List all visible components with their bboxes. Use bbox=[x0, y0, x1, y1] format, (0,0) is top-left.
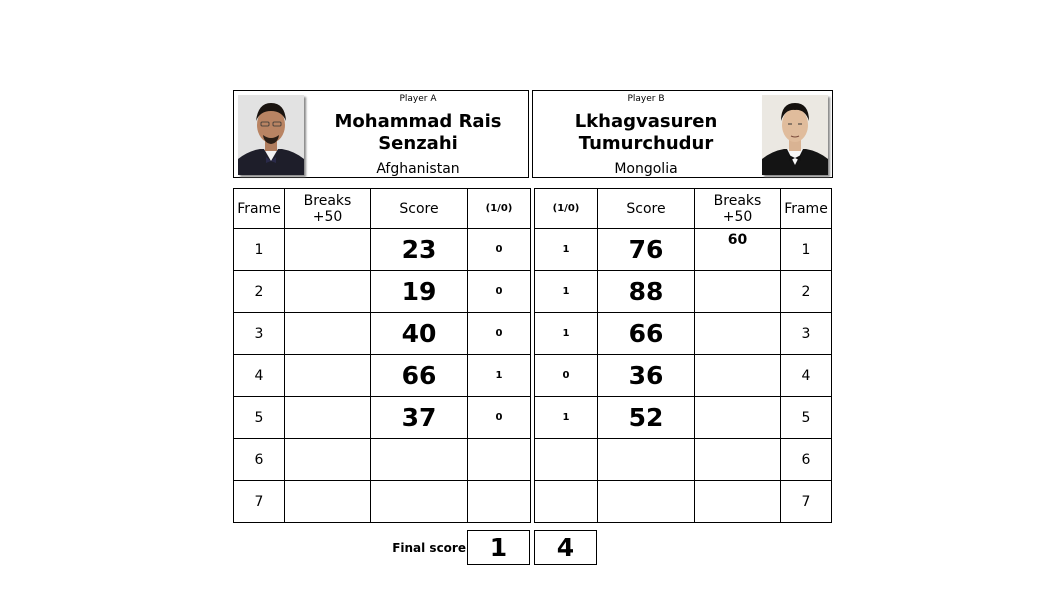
score-header: Score bbox=[598, 189, 695, 229]
breaks-header-line2: +50 bbox=[312, 208, 343, 225]
player-a-breaks bbox=[285, 397, 371, 439]
player-a-win bbox=[468, 481, 531, 523]
player-a-win: 0 bbox=[468, 397, 531, 439]
table-row bbox=[535, 355, 832, 397]
player-b-win bbox=[535, 481, 598, 523]
player-a-score: 66 bbox=[371, 355, 468, 397]
frame-number: 2 bbox=[234, 271, 285, 313]
player-a-win: 0 bbox=[468, 271, 531, 313]
player-a-label: Player A bbox=[399, 94, 437, 104]
player-b-breaks: 60 bbox=[695, 229, 781, 271]
player-a-name-line1: Mohammad Rais bbox=[334, 111, 502, 132]
player-a-score: 40 bbox=[371, 313, 468, 355]
frame-number: 7 bbox=[781, 481, 832, 523]
player-a-score bbox=[371, 439, 468, 481]
player-a-score bbox=[371, 481, 468, 523]
player-a-breaks bbox=[285, 439, 371, 481]
frame-header: Frame bbox=[781, 189, 832, 229]
frame-number: 4 bbox=[234, 355, 285, 397]
player-a-win bbox=[468, 439, 531, 481]
player-b-score: 36 bbox=[598, 355, 695, 397]
player-a-win: 0 bbox=[468, 229, 531, 271]
frame-number: 4 bbox=[781, 355, 832, 397]
player-a-card bbox=[233, 90, 529, 178]
frame-number: 6 bbox=[781, 439, 832, 481]
player-a-name-line2: Senzahi bbox=[378, 133, 458, 154]
player-a-photo bbox=[238, 95, 304, 175]
player-a-win: 0 bbox=[468, 313, 531, 355]
player-a-score: 19 bbox=[371, 271, 468, 313]
player-b-name-line2: Tumurchudur bbox=[578, 133, 714, 154]
player-a-country: Afghanistan bbox=[376, 161, 460, 177]
player-b-final-score: 4 bbox=[534, 530, 597, 565]
frame-number: 1 bbox=[781, 229, 832, 271]
table-row bbox=[535, 229, 832, 271]
player-a-win: 1 bbox=[468, 355, 531, 397]
player-b-score bbox=[598, 481, 695, 523]
table-header-row bbox=[234, 189, 531, 229]
player-a-score: 37 bbox=[371, 397, 468, 439]
player-b-score: 76 bbox=[598, 229, 695, 271]
player-b-breaks bbox=[695, 397, 781, 439]
table-row bbox=[234, 481, 531, 523]
breaks-header-line2: +50 bbox=[722, 208, 753, 225]
player-b-score bbox=[598, 439, 695, 481]
frame-number: 7 bbox=[234, 481, 285, 523]
player-b-name-line1: Lkhagvasuren bbox=[574, 111, 718, 132]
table-row bbox=[535, 271, 832, 313]
player-b-score: 52 bbox=[598, 397, 695, 439]
player-b-breaks bbox=[695, 439, 781, 481]
frame-number: 3 bbox=[781, 313, 832, 355]
player-b-photo bbox=[762, 95, 828, 175]
player-b-label: Player B bbox=[627, 94, 665, 104]
table-row bbox=[234, 355, 531, 397]
player-b-card bbox=[532, 90, 833, 178]
table-row bbox=[234, 271, 531, 313]
player-a-breaks bbox=[285, 229, 371, 271]
player-b-win: 1 bbox=[535, 229, 598, 271]
table-row bbox=[535, 313, 832, 355]
frame-number: 2 bbox=[781, 271, 832, 313]
player-a-breaks bbox=[285, 355, 371, 397]
win-header: (1/0) bbox=[468, 189, 531, 229]
table-row bbox=[234, 229, 531, 271]
player-b-name bbox=[537, 111, 755, 155]
player-b-score: 88 bbox=[598, 271, 695, 313]
player-a-breaks bbox=[285, 271, 371, 313]
table-row bbox=[535, 397, 832, 439]
frame-number: 6 bbox=[234, 439, 285, 481]
player-b-win bbox=[535, 439, 598, 481]
player-a-score-table bbox=[233, 188, 531, 523]
player-a-score: 23 bbox=[371, 229, 468, 271]
player-b-win: 0 bbox=[535, 355, 598, 397]
win-header: (1/0) bbox=[535, 189, 598, 229]
final-score-label: Final score bbox=[392, 541, 466, 555]
frame-header: Frame bbox=[234, 189, 285, 229]
player-b-country: Mongolia bbox=[614, 161, 678, 177]
table-row bbox=[234, 397, 531, 439]
player-b-breaks bbox=[695, 355, 781, 397]
table-row bbox=[234, 439, 531, 481]
player-b-breaks bbox=[695, 271, 781, 313]
table-row bbox=[535, 439, 832, 481]
score-header: Score bbox=[371, 189, 468, 229]
player-b-win: 1 bbox=[535, 313, 598, 355]
player-b-win: 1 bbox=[535, 271, 598, 313]
player-a-breaks bbox=[285, 481, 371, 523]
player-b-breaks bbox=[695, 313, 781, 355]
table-row bbox=[234, 313, 531, 355]
frame-number: 3 bbox=[234, 313, 285, 355]
table-row bbox=[535, 481, 832, 523]
breaks-header bbox=[695, 189, 781, 229]
player-b-score: 66 bbox=[598, 313, 695, 355]
frame-number: 5 bbox=[781, 397, 832, 439]
player-a-final-score: 1 bbox=[467, 530, 530, 565]
breaks-header-line1: Breaks bbox=[713, 192, 762, 209]
player-a-name bbox=[312, 111, 524, 155]
frame-number: 5 bbox=[234, 397, 285, 439]
table-header-row bbox=[535, 189, 832, 229]
player-b-breaks bbox=[695, 481, 781, 523]
frame-number: 1 bbox=[234, 229, 285, 271]
player-a-breaks bbox=[285, 313, 371, 355]
player-b-win: 1 bbox=[535, 397, 598, 439]
breaks-header-line1: Breaks bbox=[303, 192, 352, 209]
breaks-header bbox=[285, 189, 371, 229]
player-b-score-table bbox=[534, 188, 832, 523]
